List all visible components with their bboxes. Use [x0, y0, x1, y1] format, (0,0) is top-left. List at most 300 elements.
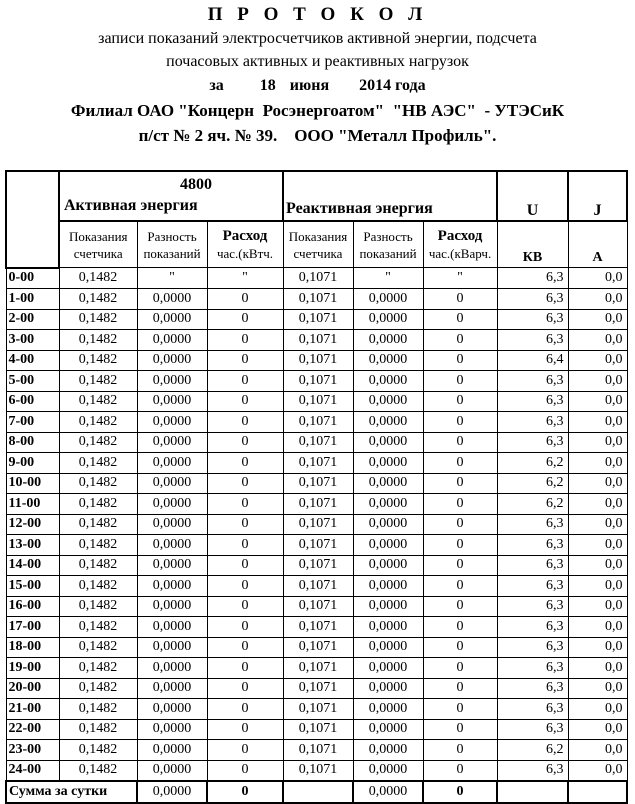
active-diff-cell: 0,0000 — [137, 678, 207, 699]
reactive-diff-cell: 0,0000 — [353, 391, 423, 412]
reactive-diff-cell: 0,0000 — [353, 514, 423, 535]
date-month: июня — [289, 77, 330, 94]
voltage-cell: 6,3 — [497, 719, 568, 740]
diff-label-1: Разность — [363, 228, 413, 244]
hour-cell: 21-00 — [6, 699, 59, 720]
voltage-cell: 6,3 — [497, 330, 568, 351]
hour-cell: 5-00 — [6, 371, 59, 392]
table-body — [6, 171, 627, 803]
reactive-flow-cell: " — [423, 268, 497, 289]
reactive-diff-cell: 0,0000 — [353, 740, 423, 761]
reactive-flow-cell: 0 — [423, 719, 497, 740]
active-reading-cell: 0,1482 — [59, 391, 137, 412]
active-flow-cell: " — [207, 268, 283, 289]
reactive-flow-cell: 0 — [423, 289, 497, 310]
active-reading-cell: 0,1482 — [59, 658, 137, 679]
total-active-diff-cell: 0,0000 — [137, 781, 207, 803]
table-row — [6, 453, 627, 474]
table-row — [6, 555, 627, 576]
active-flow-cell: 0 — [207, 453, 283, 474]
table-row — [6, 658, 627, 679]
active-reading-cell: 0,1482 — [59, 678, 137, 699]
voltage-cell: 6,3 — [497, 678, 568, 699]
table-row — [6, 330, 627, 351]
reactive-diff-cell: 0,0000 — [353, 617, 423, 638]
table-row — [6, 719, 627, 740]
current-cell: 0,0 — [568, 350, 627, 371]
active-flow-cell: 0 — [207, 740, 283, 761]
voltage-cell: 6,3 — [497, 658, 568, 679]
table-row — [6, 678, 627, 699]
reactive-diff-cell: 0,0000 — [353, 596, 423, 617]
reactive-reading-cell: 0,1071 — [283, 555, 353, 576]
reactive-flow-cell: 0 — [423, 309, 497, 330]
active-reading-cell: 0,1482 — [59, 596, 137, 617]
reactive-diff-cell: 0,0000 — [353, 453, 423, 474]
hour-cell: 0-00 — [6, 268, 59, 289]
reactive-diff-cell: 0,0000 — [353, 535, 423, 556]
active-flow-cell: 0 — [207, 576, 283, 597]
flow-label-1: Расход — [437, 227, 483, 244]
current-cell: 0,0 — [568, 617, 627, 638]
current-cell: 0,0 — [568, 760, 627, 781]
active-reading-cell: 0,1482 — [59, 494, 137, 515]
table-row — [6, 432, 627, 453]
reactive-flow-cell: 0 — [423, 637, 497, 658]
diff-label-2: показаний — [359, 245, 417, 261]
reactive-flow-cell: 0 — [423, 699, 497, 720]
hour-cell: 3-00 — [6, 330, 59, 351]
reactive-diff-cell: 0,0000 — [353, 473, 423, 494]
reactive-reading-cell: 0,1071 — [283, 658, 353, 679]
active-diff-cell: 0,0000 — [137, 535, 207, 556]
current-cell: 0,0 — [568, 330, 627, 351]
hour-cell: 13-00 — [6, 535, 59, 556]
current-cell: 0,0 — [568, 740, 627, 761]
voltage-cell: 6,3 — [497, 617, 568, 638]
reactive-reading-cell: 0,1071 — [283, 699, 353, 720]
current-cell: 0,0 — [568, 289, 627, 310]
table-row — [6, 268, 627, 289]
hour-header-cell — [6, 171, 59, 268]
current-cell: 0,0 — [568, 719, 627, 740]
reactive-flow-cell: 0 — [423, 760, 497, 781]
voltage-cell: 6,3 — [497, 535, 568, 556]
hour-cell: 24-00 — [6, 760, 59, 781]
active-reading-cell: 0,1482 — [59, 350, 137, 371]
active-flow-cell: 0 — [207, 494, 283, 515]
table-row — [6, 596, 627, 617]
active-diff-cell: 0,0000 — [137, 412, 207, 433]
table-row — [6, 391, 627, 412]
hour-cell: 19-00 — [6, 658, 59, 679]
hour-cell: 2-00 — [6, 309, 59, 330]
active-diff-cell: 0,0000 — [137, 719, 207, 740]
reactive-reading-cell: 0,1071 — [283, 740, 353, 761]
diff-label-2: показаний — [143, 245, 201, 261]
reactive-flow-cell: 0 — [423, 514, 497, 535]
reactive-flow-cell: 0 — [423, 391, 497, 412]
table-row — [6, 535, 627, 556]
active-flow-cell: 0 — [207, 371, 283, 392]
active-reading-cell: 0,1482 — [59, 371, 137, 392]
reactive-flow-header — [423, 221, 497, 268]
active-flow-cell: 0 — [207, 309, 283, 330]
total-u-empty-cell — [497, 781, 568, 803]
flow-reactive-label-2: час.(кВарч. — [428, 245, 492, 261]
active-flow-cell: 0 — [207, 555, 283, 576]
active-reading-cell: 0,1482 — [59, 617, 137, 638]
current-cell: 0,0 — [568, 514, 627, 535]
reactive-reading-cell: 0,1071 — [283, 760, 353, 781]
hour-cell: 18-00 — [6, 637, 59, 658]
total-j-empty-cell — [568, 781, 627, 803]
readings-label-2: счетчика — [293, 245, 343, 261]
voltage-cell: 6,3 — [497, 596, 568, 617]
total-row — [6, 781, 627, 803]
reactive-reading-cell: 0,1071 — [283, 309, 353, 330]
active-flow-cell: 0 — [207, 699, 283, 720]
active-reading-cell: 0,1482 — [59, 637, 137, 658]
date-day: 18 — [259, 77, 276, 94]
table-row — [6, 494, 627, 515]
reactive-diff-cell: 0,0000 — [353, 699, 423, 720]
current-cell: 0,0 — [568, 678, 627, 699]
active-reading-cell: 0,1482 — [59, 453, 137, 474]
voltage-cell: 6,2 — [497, 494, 568, 515]
reactive-flow-cell: 0 — [423, 596, 497, 617]
active-diff-cell: 0,0000 — [137, 699, 207, 720]
active-diff-cell: 0,0000 — [137, 740, 207, 761]
hour-cell: 4-00 — [6, 350, 59, 371]
active-diff-cell: 0,0000 — [137, 514, 207, 535]
flow-label-1: Расход — [222, 227, 268, 244]
active-diff-cell: 0,0000 — [137, 432, 207, 453]
reactive-diff-cell: 0,0000 — [353, 309, 423, 330]
hour-cell: 12-00 — [6, 514, 59, 535]
reactive-readings-header — [283, 221, 353, 268]
current-cell: 0,0 — [568, 596, 627, 617]
active-flow-cell: 0 — [207, 391, 283, 412]
current-cell: 0,0 — [568, 658, 627, 679]
reactive-flow-cell: 0 — [423, 678, 497, 699]
reactive-diff-cell: 0,0000 — [353, 289, 423, 310]
voltage-cell: 6,3 — [497, 289, 568, 310]
current-cell: 0,0 — [568, 637, 627, 658]
reactive-flow-cell: 0 — [423, 432, 497, 453]
hour-cell: 9-00 — [6, 453, 59, 474]
reactive-energy-header — [283, 171, 497, 221]
hour-cell: 6-00 — [6, 391, 59, 412]
hour-cell: 11-00 — [6, 494, 59, 515]
active-flow-cell: 0 — [207, 535, 283, 556]
voltage-cell: 6,2 — [497, 453, 568, 474]
reactive-reading-cell: 0,1071 — [283, 330, 353, 351]
hour-cell: 23-00 — [6, 740, 59, 761]
total-reactive-diff-cell: 0,0000 — [353, 781, 423, 803]
reactive-flow-cell: 0 — [423, 617, 497, 638]
active-flow-cell: 0 — [207, 432, 283, 453]
voltage-cell: 6,2 — [497, 473, 568, 494]
voltage-cell: 6,3 — [497, 309, 568, 330]
active-diff-cell: " — [137, 268, 207, 289]
voltage-cell: 6,3 — [497, 412, 568, 433]
hour-cell: 16-00 — [6, 596, 59, 617]
active-diff-cell: 0,0000 — [137, 350, 207, 371]
readings-label-1: Показания — [288, 228, 348, 244]
active-diff-cell: 0,0000 — [137, 637, 207, 658]
current-cell: 0,0 — [568, 371, 627, 392]
reactive-reading-cell: 0,1071 — [283, 432, 353, 453]
reactive-reading-cell: 0,1071 — [283, 268, 353, 289]
reactive-diff-cell: 0,0000 — [353, 371, 423, 392]
document-title: П Р О Т О К О Л — [207, 4, 428, 25]
total-empty-cell — [283, 781, 353, 803]
reactive-reading-cell: 0,1071 — [283, 350, 353, 371]
active-energy-header — [59, 171, 283, 221]
diff-label-1: Разность — [147, 228, 197, 244]
active-diff-cell: 0,0000 — [137, 330, 207, 351]
voltage-cell: 6,2 — [497, 740, 568, 761]
substation-info: п/ст № 2 яч. № 39. ООО "Металл Профиль". — [138, 126, 497, 145]
organization-name: Филиал ОАО "Концерн Росэнергоатом" "НВ АЭС" - УТЭСиК — [70, 101, 565, 120]
reactive-diff-cell: 0,0000 — [353, 432, 423, 453]
hour-cell: 20-00 — [6, 678, 59, 699]
reactive-flow-cell: 0 — [423, 350, 497, 371]
reactive-diff-cell: 0,0000 — [353, 760, 423, 781]
reactive-diff-cell: 0,0000 — [353, 576, 423, 597]
date-year: 2014 года — [359, 77, 426, 94]
active-readings-header — [59, 221, 137, 268]
reactive-reading-cell: 0,1071 — [283, 719, 353, 740]
table-row — [6, 514, 627, 535]
active-diff-cell: 0,0000 — [137, 658, 207, 679]
active-flow-cell: 0 — [207, 637, 283, 658]
active-reading-cell: 0,1482 — [59, 514, 137, 535]
reactive-diff-cell: 0,0000 — [353, 494, 423, 515]
reactive-reading-cell: 0,1071 — [283, 678, 353, 699]
active-reading-cell: 0,1482 — [59, 473, 137, 494]
reactive-reading-cell: 0,1071 — [283, 289, 353, 310]
voltage-cell: 6,3 — [497, 268, 568, 289]
hour-cell: 14-00 — [6, 555, 59, 576]
active-reading-cell: 0,1482 — [59, 699, 137, 720]
active-diff-cell: 0,0000 — [137, 453, 207, 474]
active-flow-cell: 0 — [207, 719, 283, 740]
active-flow-cell: 0 — [207, 658, 283, 679]
voltage-cell: 6,3 — [497, 514, 568, 535]
active-flow-cell: 0 — [207, 412, 283, 433]
active-flow-header — [207, 221, 283, 268]
active-reading-cell: 0,1482 — [59, 760, 137, 781]
table-row — [6, 740, 627, 761]
active-diff-cell: 0,0000 — [137, 494, 207, 515]
active-flow-cell: 0 — [207, 350, 283, 371]
reactive-diff-cell: 0,0000 — [353, 555, 423, 576]
active-flow-cell: 0 — [207, 617, 283, 638]
table-row — [6, 760, 627, 781]
active-reading-cell: 0,1482 — [59, 268, 137, 289]
table-row — [6, 289, 627, 310]
reactive-flow-cell: 0 — [423, 658, 497, 679]
reactive-diff-cell: 0,0000 — [353, 658, 423, 679]
active-reading-cell: 0,1482 — [59, 309, 137, 330]
hour-cell: 7-00 — [6, 412, 59, 433]
j-unit-header: А — [568, 221, 627, 268]
u-header: U — [497, 171, 568, 221]
active-diff-cell: 0,0000 — [137, 309, 207, 330]
reactive-reading-cell: 0,1071 — [283, 535, 353, 556]
active-diff-cell: 0,0000 — [137, 760, 207, 781]
table-row — [6, 371, 627, 392]
u-unit-header: КВ — [497, 221, 568, 268]
active-flow-cell: 0 — [207, 330, 283, 351]
reactive-diff-cell: " — [353, 268, 423, 289]
active-diff-cell: 0,0000 — [137, 473, 207, 494]
protocol-date — [0, 77, 635, 95]
hour-cell: 22-00 — [6, 719, 59, 740]
reactive-flow-cell: 0 — [423, 453, 497, 474]
hour-cell: 17-00 — [6, 617, 59, 638]
active-reading-cell: 0,1482 — [59, 740, 137, 761]
table-row — [6, 617, 627, 638]
total-active-flow-cell: 0 — [207, 781, 283, 803]
header-row-1 — [6, 171, 627, 221]
current-cell: 0,0 — [568, 412, 627, 433]
current-cell: 0,0 — [568, 699, 627, 720]
active-reading-cell: 0,1482 — [59, 719, 137, 740]
active-diff-cell: 0,0000 — [137, 371, 207, 392]
active-diff-cell: 0,0000 — [137, 596, 207, 617]
j-header: J — [568, 171, 627, 221]
active-reading-cell: 0,1482 — [59, 555, 137, 576]
current-cell: 0,0 — [568, 432, 627, 453]
active-flow-cell: 0 — [207, 678, 283, 699]
voltage-cell: 6,3 — [497, 432, 568, 453]
current-cell: 0,0 — [568, 391, 627, 412]
active-flow-cell: 0 — [207, 514, 283, 535]
current-cell: 0,0 — [568, 576, 627, 597]
reactive-reading-cell: 0,1071 — [283, 514, 353, 535]
reactive-diff-cell: 0,0000 — [353, 678, 423, 699]
reactive-reading-cell: 0,1071 — [283, 494, 353, 515]
readings-label-1: Показания — [68, 228, 128, 244]
active-diff-cell: 0,0000 — [137, 555, 207, 576]
reactive-energy-label: Реактивная энергия — [286, 200, 433, 217]
current-cell: 0,0 — [568, 494, 627, 515]
active-diff-cell: 0,0000 — [137, 391, 207, 412]
reactive-reading-cell: 0,1071 — [283, 391, 353, 412]
table-row — [6, 576, 627, 597]
reactive-diff-cell: 0,0000 — [353, 637, 423, 658]
active-reading-cell: 0,1482 — [59, 535, 137, 556]
reactive-reading-cell: 0,1071 — [283, 637, 353, 658]
active-reading-cell: 0,1482 — [59, 330, 137, 351]
hour-cell: 15-00 — [6, 576, 59, 597]
reactive-flow-cell: 0 — [423, 473, 497, 494]
voltage-cell: 6,3 — [497, 760, 568, 781]
reactive-reading-cell: 0,1071 — [283, 617, 353, 638]
active-reading-cell: 0,1482 — [59, 289, 137, 310]
voltage-cell: 6,3 — [497, 699, 568, 720]
reactive-flow-cell: 0 — [423, 371, 497, 392]
reactive-diff-cell: 0,0000 — [353, 350, 423, 371]
table-row — [6, 309, 627, 330]
hour-cell: 8-00 — [6, 432, 59, 453]
reactive-flow-cell: 0 — [423, 740, 497, 761]
active-flow-cell: 0 — [207, 473, 283, 494]
hour-cell: 1-00 — [6, 289, 59, 310]
voltage-cell: 6,3 — [497, 371, 568, 392]
reactive-flow-cell: 0 — [423, 555, 497, 576]
voltage-cell: 6,3 — [497, 576, 568, 597]
reactive-flow-cell: 0 — [423, 535, 497, 556]
reactive-diff-cell: 0,0000 — [353, 330, 423, 351]
hour-cell: 10-00 — [6, 473, 59, 494]
active-reading-cell: 0,1482 — [59, 412, 137, 433]
active-diff-cell: 0,0000 — [137, 289, 207, 310]
reactive-flow-cell: 0 — [423, 494, 497, 515]
active-flow-cell: 0 — [207, 596, 283, 617]
active-diff-cell: 0,0000 — [137, 576, 207, 597]
voltage-cell: 6,3 — [497, 555, 568, 576]
current-cell: 0,0 — [568, 309, 627, 330]
readings-table — [5, 170, 628, 804]
table-row — [6, 637, 627, 658]
subtitle-line-1: записи показаний электросчетчиков активной энергии, подсчета — [98, 30, 537, 47]
table-row — [6, 412, 627, 433]
voltage-cell: 6,4 — [497, 350, 568, 371]
reactive-diff-cell: 0,0000 — [353, 719, 423, 740]
table-row — [6, 473, 627, 494]
active-reading-cell: 0,1482 — [59, 576, 137, 597]
total-reactive-flow-cell: 0 — [423, 781, 497, 803]
reactive-diff-header — [353, 221, 423, 268]
reactive-reading-cell: 0,1071 — [283, 473, 353, 494]
active-diff-header — [137, 221, 207, 268]
active-flow-cell: 0 — [207, 760, 283, 781]
reactive-flow-cell: 0 — [423, 412, 497, 433]
active-flow-cell: 0 — [207, 289, 283, 310]
table-row — [6, 699, 627, 720]
reactive-reading-cell: 0,1071 — [283, 412, 353, 433]
active-energy-label: Активная энергия — [64, 197, 198, 214]
current-cell: 0,0 — [568, 268, 627, 289]
readings-label-2: счетчика — [73, 245, 123, 261]
voltage-cell: 6,3 — [497, 391, 568, 412]
meter-number: 4800 — [180, 176, 212, 193]
date-prefix: за — [209, 77, 224, 94]
current-cell: 0,0 — [568, 535, 627, 556]
current-cell: 0,0 — [568, 453, 627, 474]
reactive-reading-cell: 0,1071 — [283, 371, 353, 392]
reactive-reading-cell: 0,1071 — [283, 596, 353, 617]
active-reading-cell: 0,1482 — [59, 432, 137, 453]
voltage-cell: 6,3 — [497, 637, 568, 658]
reactive-flow-cell: 0 — [423, 576, 497, 597]
table-row — [6, 350, 627, 371]
current-cell: 0,0 — [568, 555, 627, 576]
reactive-reading-cell: 0,1071 — [283, 576, 353, 597]
header-row-2 — [6, 221, 627, 268]
subtitle-line-2: почасовых активных и реактивных нагрузок — [166, 53, 469, 70]
flow-active-label-2: час.(кВтч. — [216, 245, 274, 261]
reactive-flow-cell: 0 — [423, 330, 497, 351]
reactive-diff-cell: 0,0000 — [353, 412, 423, 433]
total-label-cell: Сумма за сутки — [6, 781, 137, 803]
current-cell: 0,0 — [568, 473, 627, 494]
reactive-reading-cell: 0,1071 — [283, 453, 353, 474]
